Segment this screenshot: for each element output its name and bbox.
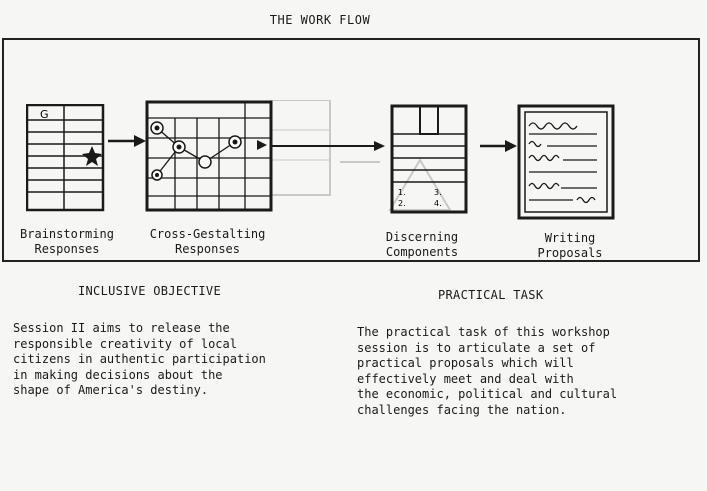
flow-arrow-3 [480, 138, 520, 154]
quadrant-label-1: 1. [398, 188, 406, 197]
quadrant-label-4: 4. [434, 199, 442, 208]
grid-mark: G [40, 108, 49, 121]
diagram-title: THE WORK FLOW [269, 13, 371, 27]
task-text: The practical task of this workshop session is to articulate a set of practical proposals which will effectively meet and deal with the economic, political and cultural challenges facing the nation. [357, 325, 618, 417]
discerning-components-icon [390, 104, 470, 216]
task-heading: PRACTICAL TASK [438, 288, 544, 302]
stage-2-line1: Cross-Gestalting [149, 227, 266, 241]
stage-label-brainstorming [10, 227, 124, 257]
stage-1-line2: Responses [34, 242, 100, 256]
writing-proposals-icon [517, 104, 617, 222]
quadrant-label-3: 3. [434, 188, 442, 197]
flow-arrow-1 [108, 133, 148, 149]
stage-3-line1: Discerning [385, 230, 459, 244]
stage-1-line1: Brainstorming [20, 227, 114, 241]
stage-2-line2: Responses [174, 242, 241, 256]
stage-label-writing [515, 231, 625, 261]
stage-4-line1: Writing [544, 231, 596, 245]
flow-arrow-2 [270, 138, 388, 154]
stage-label-discerning [372, 230, 472, 260]
stage-4-line2: Proposals [537, 246, 603, 260]
cross-gestalting-grid-icon [145, 100, 275, 215]
objective-heading: INCLUSIVE OBJECTIVE [78, 284, 221, 298]
quadrant-label-2: 2. [398, 199, 406, 208]
stage-3-line2: Components [385, 245, 459, 259]
brainstorming-grid-icon [26, 104, 106, 214]
objective-text: Session II aims to release the responsible creativity of local citizens in authentic participation in making decisions about the shape of America's destiny. [13, 321, 266, 397]
stage-label-cross-gestalting [140, 227, 275, 257]
